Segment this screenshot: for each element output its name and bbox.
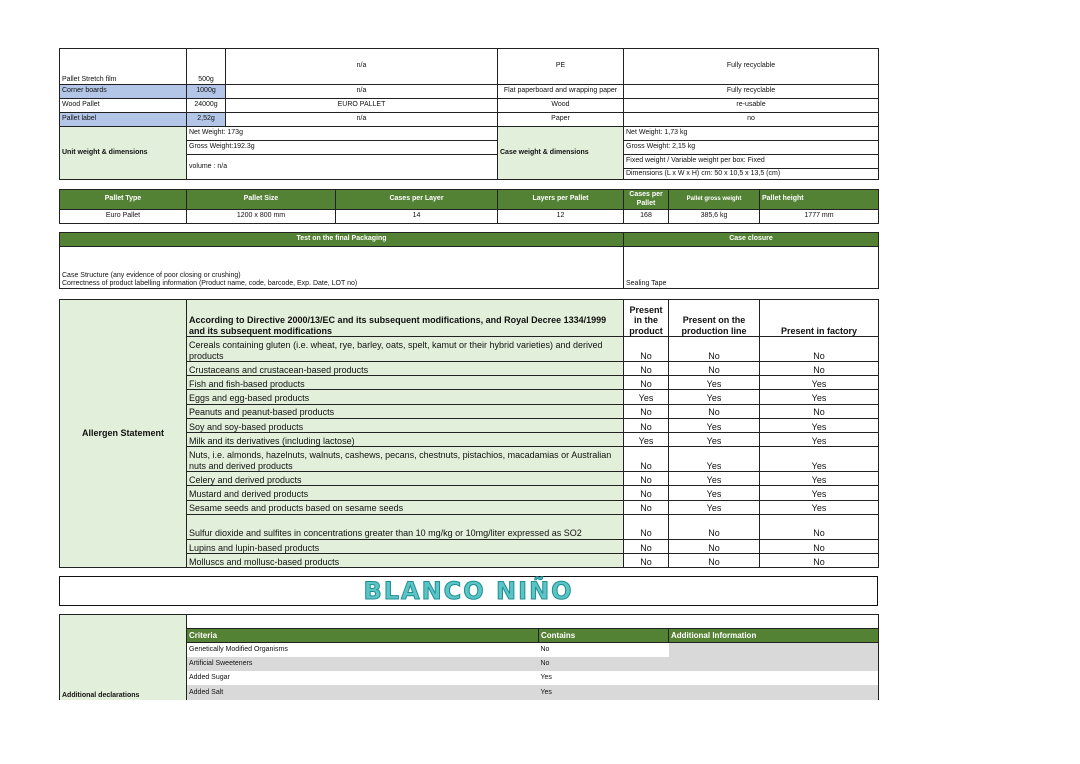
declaration-info <box>669 685 879 699</box>
allergen-in-product: Yes <box>624 432 669 446</box>
allergen-in-product: No <box>624 472 669 486</box>
declaration-contains: Yes <box>539 685 669 699</box>
allergen-name: Fish and fish-based products <box>187 376 624 390</box>
allergen-in-product: Yes <box>624 390 669 404</box>
allergen-in-product: No <box>624 418 669 432</box>
packaging-weight: 500g <box>187 49 226 85</box>
packaging-item: Pallet label <box>60 113 187 127</box>
allergen-in-factory: Yes <box>760 500 879 514</box>
declaration-info <box>669 671 879 685</box>
allergen-name: Cereals containing gluten (i.e. wheat, rye, barley, oats, spelt, kamut or their hybrid varieties) and derived products <box>187 337 624 362</box>
allergen-name: Milk and its derivatives (including lactose) <box>187 432 624 446</box>
allergen-on-line: No <box>669 539 760 553</box>
allergen-in-product: No <box>624 500 669 514</box>
declaration-info <box>669 643 879 657</box>
packaging-weight: 2,52g <box>187 113 226 127</box>
allergen-in-factory: No <box>760 362 879 376</box>
unit-gross-weight: Gross Weight:192.3g <box>187 141 498 155</box>
packaging-table <box>59 48 879 127</box>
layers-per-pallet-value: 12 <box>498 210 624 224</box>
declaration-criteria: Added Salt <box>187 685 539 699</box>
test-line-structure: Case Structure (any evidence of poor closing or crushing) <box>62 271 241 279</box>
pallet-header: Pallet height <box>760 190 879 210</box>
additional-info-header: Additional Information <box>669 629 879 643</box>
allergen-on-line: Yes <box>669 447 760 472</box>
allergen-name: Nuts, i.e. almonds, hazelnuts, walnuts, cashews, pecans, chestnuts, pistachios, macadamias or Australian nuts and derived products <box>187 447 624 472</box>
pallet-header: Layers per Pallet <box>498 190 624 210</box>
declaration-criteria: Genetically Modified Organisms <box>189 645 288 653</box>
cases-per-pallet-value: 168 <box>624 210 669 224</box>
allergen-name: Eggs and egg-based products <box>187 390 624 404</box>
allergen-table <box>59 299 879 568</box>
weights-table <box>59 126 879 180</box>
pallet-size-value: 1200 x 800 mm <box>187 210 336 224</box>
packaging-weight: 1000g <box>187 85 226 99</box>
allergen-in-factory: Yes <box>760 376 879 390</box>
case-fixed-weight: Fixed weight / Variable weight per box: Fixed <box>624 155 879 169</box>
allergen-on-line: Yes <box>669 472 760 486</box>
allergen-name: Sesame seeds and products based on sesame seeds <box>187 500 624 514</box>
declaration-contains: No <box>539 657 669 671</box>
packaging-type: EURO PALLET <box>226 99 498 113</box>
case-weight-label: Case weight & dimensions <box>498 127 624 180</box>
allergen-name: Celery and derived products <box>187 472 624 486</box>
pallet-height-value: 1777 mm <box>760 210 879 224</box>
pallet-header: Pallet gross weight <box>669 190 760 210</box>
allergen-on-line: No <box>669 514 760 539</box>
declaration-criteria: Added Sugar <box>189 674 230 682</box>
test-table <box>59 232 879 289</box>
allergen-on-line: Yes <box>669 418 760 432</box>
packaging-recyclable: re-usable <box>624 99 879 113</box>
brand-logo-box <box>59 576 878 606</box>
case-net-weight: Net Weight: 1,73 kg <box>624 127 879 141</box>
allergen-in-product: No <box>624 553 669 567</box>
allergen-in-factory: Yes <box>760 447 879 472</box>
case-closure-value: Sealing Tape <box>624 247 879 289</box>
pallet-header: Pallet Size <box>187 190 336 210</box>
allergen-in-factory: No <box>760 514 879 539</box>
pallet-gross-weight-value: 385,6 kg <box>669 210 760 224</box>
allergen-statement-label: Allergen Statement <box>60 300 187 568</box>
allergen-name: Sulfur dioxide and sulfites in concentrations greater than 10 mg/kg or 10mg/liter expressed as SO2 <box>187 514 624 539</box>
allergen-in-factory: No <box>760 337 879 362</box>
contains-header: Contains <box>539 629 669 643</box>
packaging-weight: 24000g <box>187 99 226 113</box>
unit-net-weight: Net Weight: 173g <box>187 127 498 141</box>
allergen-in-product: No <box>624 404 669 418</box>
case-gross-weight: Gross Weight: 2,15 kg <box>624 141 879 155</box>
packaging-type: n/a <box>226 113 498 127</box>
declaration-contains: No <box>540 645 550 653</box>
allergen-on-line: No <box>669 404 760 418</box>
allergen-on-line: No <box>669 362 760 376</box>
pallet-type-value: Euro Pallet <box>60 210 187 224</box>
packaging-item: Wood Pallet <box>60 99 187 113</box>
unit-weight-label: Unit weight & dimensions <box>60 127 187 180</box>
test-line-labelling: Correctness of product labelling information (Product name, code, barcode, Exp. Date, LOT no) <box>62 279 358 287</box>
declaration-contains: Yes <box>540 674 552 682</box>
case-dimensions: Dimensions (L x W x H) cm: 50 x 10,5 x 13,5 (cm) <box>624 169 879 180</box>
allergen-in-factory: Yes <box>760 432 879 446</box>
packaging-recyclable: no <box>624 113 879 127</box>
brand-logo: BLANCO NIÑO <box>363 577 574 605</box>
pallet-header: Pallet Type <box>60 190 187 210</box>
allergen-on-line: Yes <box>669 500 760 514</box>
allergen-in-product: No <box>624 447 669 472</box>
packaging-material: Paper <box>498 113 624 127</box>
packaging-material: Flat paperboard and wrapping paper <box>498 85 624 99</box>
allergen-name: Molluscs and mollusc-based products <box>187 553 624 567</box>
pallet-header: Cases per Layer <box>336 190 498 210</box>
allergen-name: Lupins and lupin-based products <box>187 539 624 553</box>
allergen-in-factory: Yes <box>760 390 879 404</box>
allergen-in-factory: Yes <box>760 472 879 486</box>
unit-volume: volume : n/a <box>187 155 498 180</box>
packaging-recyclable: Fully recyclable <box>624 49 879 85</box>
present-in-factory-header: Present in factory <box>760 300 879 337</box>
cases-per-layer-value: 14 <box>336 210 498 224</box>
packaging-recyclable: Fully recyclable <box>624 85 879 99</box>
allergen-in-product: No <box>624 539 669 553</box>
packaging-item: Corner boards <box>60 85 187 99</box>
pallet-header: Cases per Pallet <box>624 190 669 210</box>
test-description <box>60 247 624 289</box>
allergen-name: Soy and soy-based products <box>187 418 624 432</box>
allergen-name: Peanuts and peanut-based products <box>187 404 624 418</box>
allergen-in-product: No <box>624 486 669 500</box>
allergen-in-product: No <box>624 362 669 376</box>
allergen-in-factory: No <box>760 404 879 418</box>
allergen-on-line: Yes <box>669 432 760 446</box>
present-in-product-header: Present in the product <box>624 300 669 337</box>
allergen-on-line: Yes <box>669 486 760 500</box>
test-header: Test on the final Packaging <box>60 233 624 247</box>
allergen-on-line: Yes <box>669 376 760 390</box>
allergen-on-line: Yes <box>669 390 760 404</box>
allergen-in-factory: No <box>760 553 879 567</box>
packaging-material: PE <box>498 49 624 85</box>
allergen-on-line: No <box>669 553 760 567</box>
additional-declarations-label: Additional declarations <box>60 615 187 700</box>
allergen-in-factory: Yes <box>760 486 879 500</box>
allergen-name: Crustaceans and crustacean-based products <box>187 362 624 376</box>
allergen-in-factory: Yes <box>760 418 879 432</box>
criteria-header: Criteria <box>187 629 539 643</box>
allergen-in-factory: No <box>760 539 879 553</box>
declarations-table <box>59 614 879 700</box>
allergen-name: Mustard and derived products <box>187 486 624 500</box>
allergen-in-product: No <box>624 514 669 539</box>
packaging-item: Pallet Stretch film <box>60 49 187 85</box>
present-on-line-header: Present on the production line <box>669 300 760 337</box>
packaging-material: Wood <box>498 99 624 113</box>
declaration-criteria: Artificial Sweeteners <box>187 657 539 671</box>
allergen-on-line: No <box>669 337 760 362</box>
pallet-table <box>59 189 879 224</box>
allergen-in-product: No <box>624 376 669 390</box>
declaration-info <box>669 657 879 671</box>
packaging-type: n/a <box>226 49 498 85</box>
allergen-directive-header: According to Directive 2000/13/EC and its subsequent modifications, and Royal Decree 1334/1999 and its subsequent modifications <box>187 300 624 337</box>
case-closure-header: Case closure <box>624 233 879 247</box>
packaging-type: n/a <box>226 85 498 99</box>
allergen-in-product: No <box>624 337 669 362</box>
